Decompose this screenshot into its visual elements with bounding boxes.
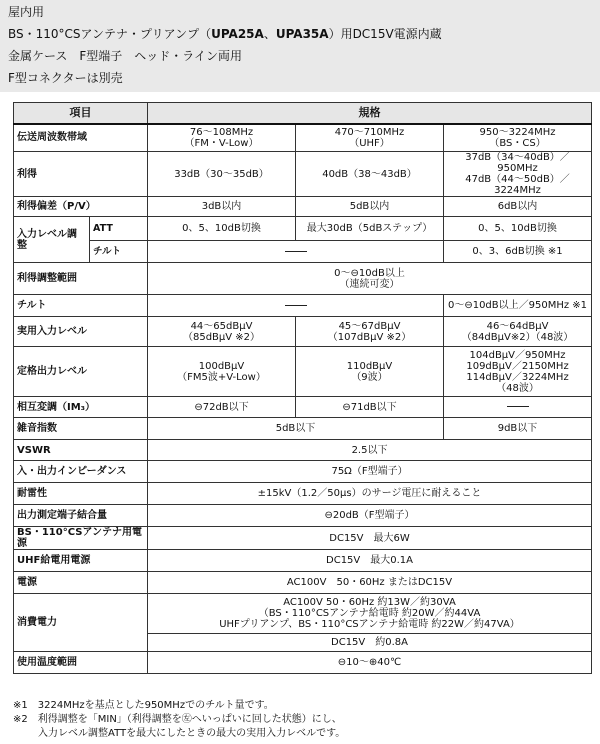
desc-prefix: BS・110°CSアンテナ・プリアンプ（ bbox=[8, 27, 212, 41]
row-gain bbox=[14, 152, 592, 197]
row-impedance bbox=[14, 461, 592, 483]
label-tilt: チルト bbox=[14, 295, 148, 317]
noise-fm-uhf: 5dB以下 bbox=[148, 418, 444, 440]
usage-indoor: 屋内用 bbox=[8, 5, 45, 19]
not-applicable-dash bbox=[285, 305, 307, 306]
label-gain: 利得 bbox=[14, 152, 148, 197]
noise-bscs: 9dB以下 bbox=[444, 418, 592, 440]
row-input-att bbox=[14, 217, 592, 241]
label-frequency: 伝送周波数帯域 bbox=[14, 124, 148, 152]
input-tilt-bscs: 0、3、6dB切換 ※1 bbox=[444, 241, 592, 263]
product-description bbox=[8, 26, 442, 42]
footnote-2: ※2 利得調整を「MIN」（利得調整を㊧へいっぱいに回した状態）にし、 bbox=[13, 714, 342, 725]
row-frequency bbox=[14, 124, 592, 152]
label-surge: 耐雷性 bbox=[14, 483, 148, 505]
table-header-row bbox=[14, 103, 592, 124]
surge-value: ±15kV（1.2／50μs）のサージ電圧に耐えること bbox=[148, 483, 592, 505]
label-input-tilt: チルト bbox=[90, 241, 148, 263]
desc-sep: 、 bbox=[263, 27, 276, 41]
tilt-na bbox=[148, 295, 444, 317]
practical-bscs: 46～64dBμV （84dBμV※2）（48波） bbox=[444, 317, 592, 347]
label-input-level: 入力レベル調整 bbox=[14, 217, 90, 263]
intermod-bscs bbox=[444, 397, 592, 418]
label-intermod: 相互変調（IM₃） bbox=[14, 397, 148, 418]
gaindev-fm: 3dB以内 bbox=[148, 197, 296, 217]
intermod-uhf: ⊖71dB以下 bbox=[296, 397, 444, 418]
label-practical-input: 実用入力レベル bbox=[14, 317, 148, 347]
header-spec: 規格 bbox=[148, 103, 592, 124]
not-applicable-dash bbox=[507, 406, 529, 407]
input-tilt-na bbox=[148, 241, 444, 263]
row-input-tilt bbox=[14, 241, 592, 263]
desc-suffix: ）用DC15V電源内蔵 bbox=[328, 27, 442, 41]
consumption-dc: DC15V 約0.8A bbox=[148, 634, 592, 652]
gain-adjust-value: 0～⊖10dB以上 （連続可変） bbox=[148, 263, 592, 295]
label-gain-deviation: 利得偏差（P/V） bbox=[14, 197, 148, 217]
header-item: 項目 bbox=[14, 103, 148, 124]
rated-fm: 100dBμV （FM5波+V-Low） bbox=[148, 347, 296, 397]
label-rated-output: 定格出力レベル bbox=[14, 347, 148, 397]
label-temperature: 使用温度範囲 bbox=[14, 652, 148, 674]
header-panel bbox=[0, 0, 600, 92]
row-noise bbox=[14, 418, 592, 440]
coupling-value: ⊖20dB（F型端子） bbox=[148, 505, 592, 527]
row-rated-output bbox=[14, 347, 592, 397]
rated-bscs: 104dBμV／950MHz 109dBμV／2150MHz 114dBμV／3224MHz （48波） bbox=[444, 347, 592, 397]
case-terminal-info: 金属ケース F型端子 ヘッド・ライン両用 bbox=[8, 49, 242, 63]
label-vswr: VSWR bbox=[14, 440, 148, 461]
intermod-fm: ⊖72dB以下 bbox=[148, 397, 296, 418]
label-bs-power: BS・110°CSアンテナ用電源 bbox=[14, 527, 148, 550]
label-impedance: 入・出力インピーダンス bbox=[14, 461, 148, 483]
row-surge bbox=[14, 483, 592, 505]
freq-bscs: 950～3224MHz （BS・CS） bbox=[444, 124, 592, 152]
not-applicable-dash bbox=[285, 251, 307, 252]
row-power bbox=[14, 572, 592, 594]
row-tilt bbox=[14, 295, 592, 317]
row-temperature bbox=[14, 652, 592, 674]
model-upa25a: UPA25A bbox=[211, 27, 264, 41]
uhf-power-value: DC15V 最大0.1A bbox=[148, 550, 592, 572]
practical-uhf: 45～67dBμV （107dBμV ※2） bbox=[296, 317, 444, 347]
att-uhf: 最大30dB（5dBステップ） bbox=[296, 217, 444, 241]
spec-table bbox=[13, 102, 592, 674]
footnote-2-cont: 入力レベル調整ATTを最大にしたときの最大の実用入力レベルです。 bbox=[38, 728, 346, 739]
row-coupling bbox=[14, 505, 592, 527]
bs-power-value: DC15V 最大6W bbox=[148, 527, 592, 550]
row-gain-adjust bbox=[14, 263, 592, 295]
connector-note: F型コネクターは別売 bbox=[8, 71, 123, 85]
freq-uhf: 470～710MHz （UHF） bbox=[296, 124, 444, 152]
gain-uhf: 40dB（38～43dB） bbox=[296, 152, 444, 197]
label-gain-adjust: 利得調整範囲 bbox=[14, 263, 148, 295]
row-intermod bbox=[14, 397, 592, 418]
label-uhf-power: UHF給電用電源 bbox=[14, 550, 148, 572]
vswr-value: 2.5以下 bbox=[148, 440, 592, 461]
gaindev-bscs: 6dB以内 bbox=[444, 197, 592, 217]
footnote-1: ※1 3224MHzを基点とした950MHzでのチルト量です。 bbox=[13, 700, 274, 711]
impedance-value: 75Ω（F型端子） bbox=[148, 461, 592, 483]
rated-uhf: 110dBμV （9波） bbox=[296, 347, 444, 397]
row-bs-power bbox=[14, 527, 592, 550]
gain-fm: 33dB（30～35dB） bbox=[148, 152, 296, 197]
label-att: ATT bbox=[90, 217, 148, 241]
row-practical-input bbox=[14, 317, 592, 347]
power-value: AC100V 50・60Hz またはDC15V bbox=[148, 572, 592, 594]
label-coupling: 出力測定端子結合量 bbox=[14, 505, 148, 527]
model-upa35a: UPA35A bbox=[275, 27, 329, 41]
att-bscs: 0、5、10dB切換 bbox=[444, 217, 592, 241]
row-uhf-power bbox=[14, 550, 592, 572]
temperature-value: ⊖10～⊕40℃ bbox=[148, 652, 592, 674]
freq-fm: 76～108MHz （FM・V-Low） bbox=[148, 124, 296, 152]
row-gain-deviation bbox=[14, 197, 592, 217]
tilt-bscs: 0～⊖10dB以上／950MHz ※1 bbox=[444, 295, 592, 317]
row-vswr bbox=[14, 440, 592, 461]
label-power: 電源 bbox=[14, 572, 148, 594]
gaindev-uhf: 5dB以内 bbox=[296, 197, 444, 217]
gain-bscs: 37dB（34～40dB）／950MHz 47dB（44～50dB）／3224MHz bbox=[444, 152, 592, 197]
consumption-ac: AC100V 50・60Hz 約13W／約30VA （BS・110°CSアンテナ給電時 約20W／約44VA UHFプリアンプ、BS・110°CSアンテナ給電時 約22W／約47VA） bbox=[148, 594, 592, 634]
label-noise: 雑音指数 bbox=[14, 418, 148, 440]
practical-fm: 44～65dBμV （85dBμV ※2） bbox=[148, 317, 296, 347]
row-consumption-ac bbox=[14, 594, 592, 634]
label-consumption: 消費電力 bbox=[14, 594, 148, 652]
att-fm: 0、5、10dB切換 bbox=[148, 217, 296, 241]
